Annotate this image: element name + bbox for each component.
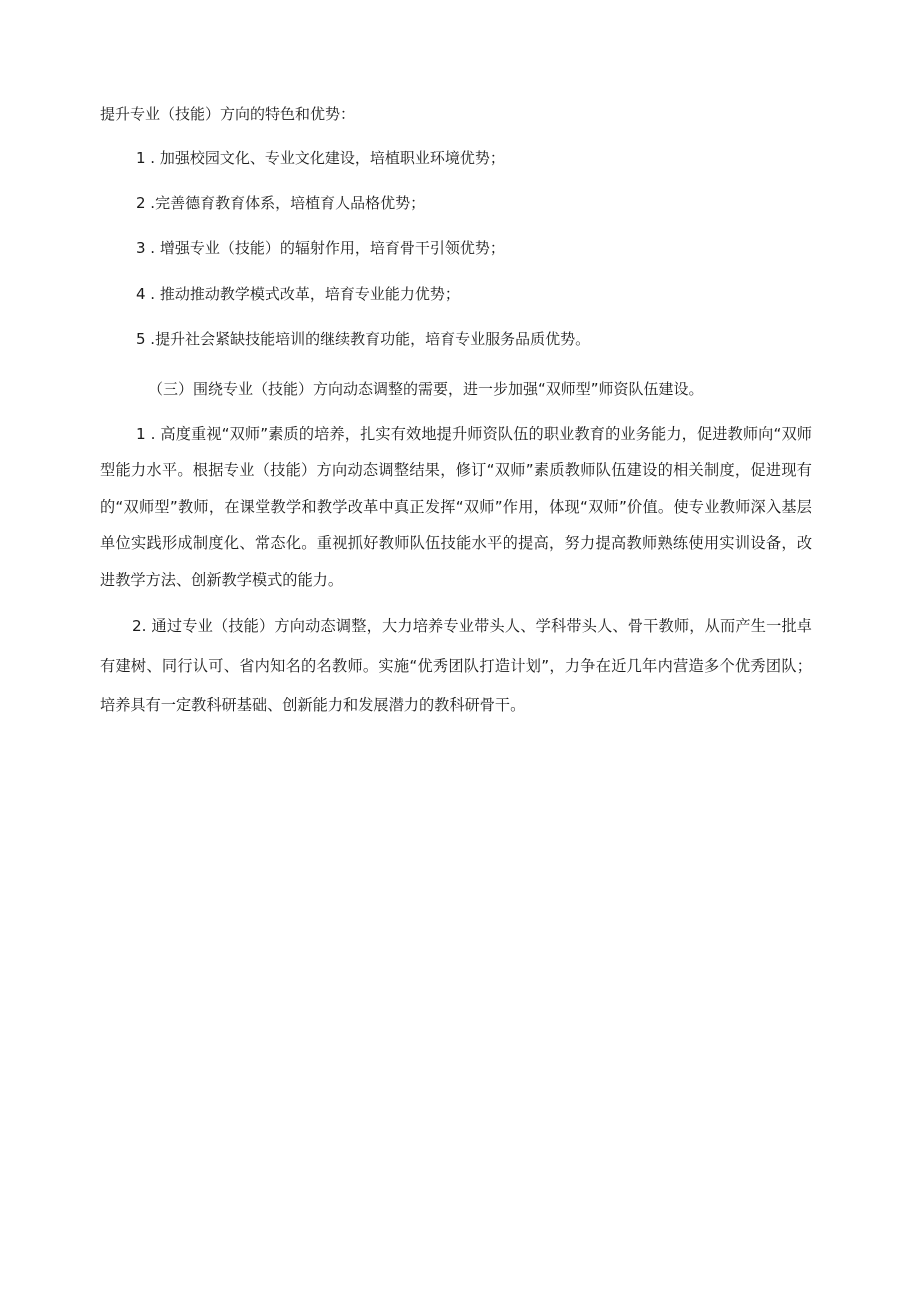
paragraph-1 (100, 416, 812, 598)
list-item-5: 5 .提升社会紧缺技能培训的继续教育功能，培育专业服务品质优势。 (136, 330, 591, 348)
paragraph-2 (100, 607, 812, 726)
section-heading: （三）围绕专业（技能）方向动态调整的需要，进一步加强“双师型”师资队伍建设。 (148, 380, 704, 398)
list-item-1: 1 . 加强校园文化、专业文化建设，培植职业环境优势； (136, 149, 505, 167)
intro-line: 提升专业（技能）方向的特色和优势： (100, 105, 356, 123)
paragraph-2-text: 2. 通过专业（技能）方向动态调整，大力培养专业带头人、学科带头人、骨干教师，从而产生一批卓有建树、同行认可、省内知名的名教师。实施“优秀团队打造计划”，力争在近几年内营造多个优秀团队；培养具有一定教科研基础、创新能力和发展潜力的教科研骨干。 (100, 617, 812, 714)
list-item-4: 4 . 推动推动教学模式改革，培育专业能力优势； (136, 285, 460, 303)
list-item-3: 3 . 增强专业（技能）的辐射作用，培育骨干引领优势； (136, 239, 505, 257)
list-item-2: 2 .完善德育教育体系，培植育人品格优势； (136, 194, 426, 212)
paragraph-1-text: 1 . 高度重视“双师”素质的培养，扎实有效地提升师资队伍的职业教育的业务能力，促进教师向“双师型能力水平。根据专业（技能）方向动态调整结果，修订“双师”素质教师队伍建设的相关制度，促进现有的“双师型”教师，在课堂教学和教学改革中真正发挥“双师”作用，体现“双师”价值。使专业教师深入基层单位实践形成制度化、常态化。重视抓好教师队伍技能水平的提高，努力提高教师熟练使用实训设备，改进教学方法、创新教学模式的能力。 (100, 425, 812, 589)
